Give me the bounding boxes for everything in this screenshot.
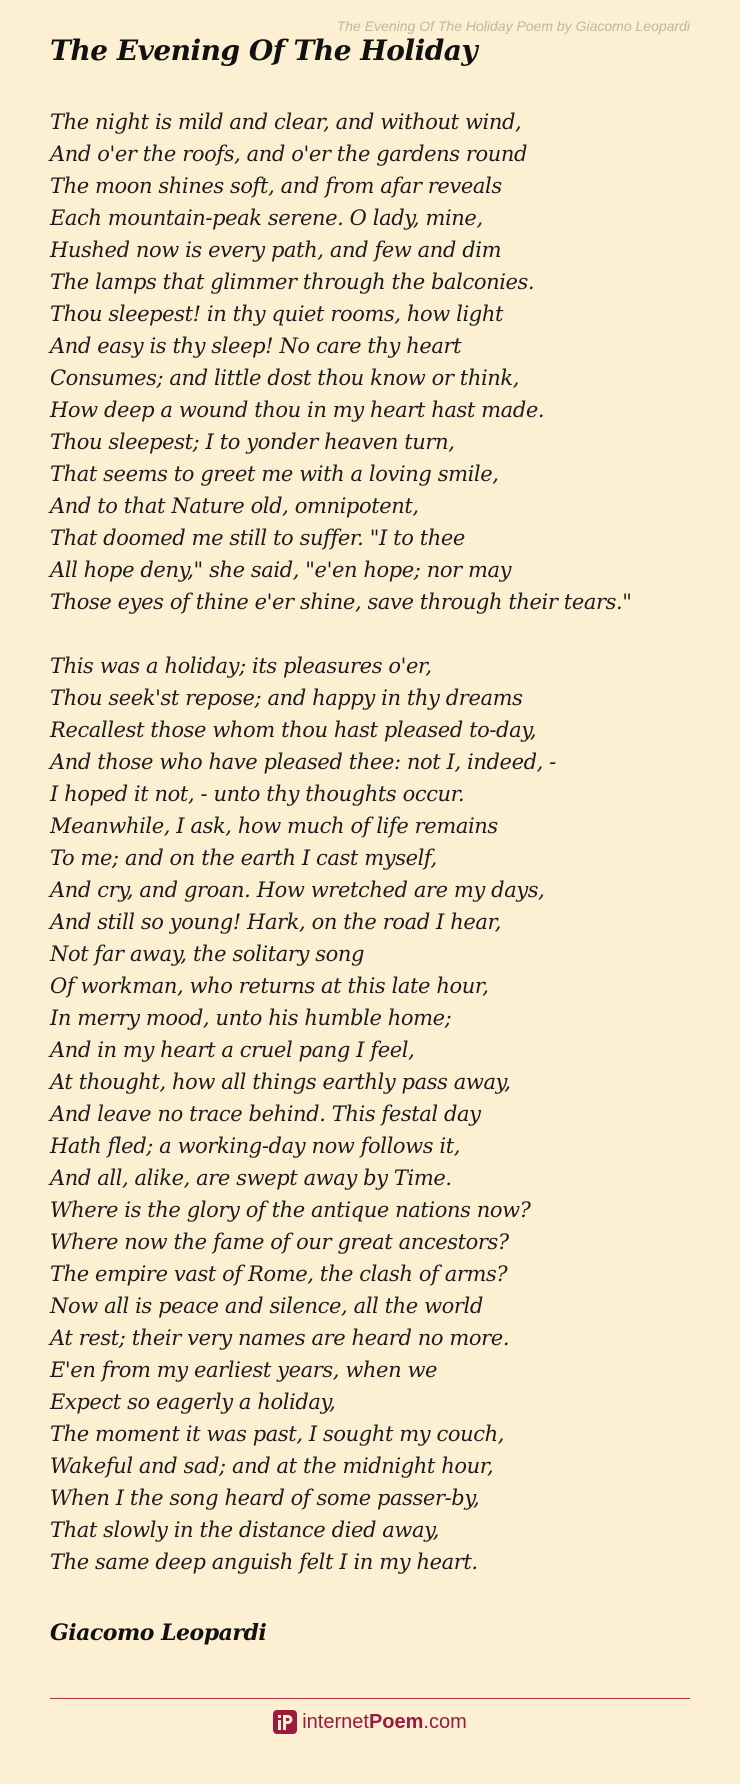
brand-suffix: .com	[423, 1710, 467, 1733]
poem-line: Where now the fame of our great ancestors?	[50, 1230, 509, 1254]
poem-line: The same deep anguish felt I in my heart.	[50, 1550, 478, 1574]
poem-line: To me; and on the earth I cast myself,	[50, 846, 437, 870]
poem-line: That doomed me still to suffer. "I to thee	[50, 526, 465, 550]
poem-line: Recallest those whom thou hast pleased to-day,	[50, 718, 537, 742]
brand-prefix: internet	[302, 1710, 369, 1733]
poem-line: And cry, and groan. How wretched are my days,	[50, 878, 545, 902]
poem-line: That slowly in the distance died away,	[50, 1518, 440, 1542]
poem-line: Consumes; and little dost thou know or think,	[50, 366, 519, 390]
footer-divider	[50, 1698, 690, 1699]
poem-line: The lamps that glimmer through the balconies.	[50, 270, 535, 294]
poem-line: And all, alike, are swept away by Time.	[50, 1166, 452, 1190]
site-brand-link[interactable]	[0, 1710, 740, 1734]
poem-line: All hope deny," she said, "e'en hope; nor may	[50, 558, 512, 582]
poem-stanza-1	[50, 106, 632, 618]
poem-line: The moon shines soft, and from afar reveals	[50, 174, 502, 198]
poem-line: At thought, how all things earthly pass away,	[50, 1070, 511, 1094]
poem-line: Those eyes of thine e'er shine, save through their tears."	[50, 590, 632, 614]
poem-line: Meanwhile, I ask, how much of life remains	[50, 814, 498, 838]
poem-line: The night is mild and clear, and without wind,	[50, 110, 522, 134]
poem-line: Of workman, who returns at this late hour,	[50, 974, 489, 998]
header-caption: The Evening Of The Holiday Poem by Giacomo Leopardi	[336, 18, 690, 34]
poem-line: Now all is peace and silence, all the world	[50, 1294, 483, 1318]
poem-line: Hushed now is every path, and few and dim	[50, 238, 502, 262]
internetpoem-logo-icon	[273, 1710, 297, 1734]
poem-line: E'en from my earliest years, when we	[50, 1358, 438, 1382]
poem-line: And o'er the roofs, and o'er the gardens round	[50, 142, 528, 166]
poem-line: And easy is thy sleep! No care thy heart	[50, 334, 462, 358]
poem-stanza-2	[50, 650, 556, 1578]
poem-line: And those who have pleased thee: not I, indeed, -	[50, 750, 556, 774]
poem-line: Each mountain-peak serene. O lady, mine,	[50, 206, 483, 230]
poem-line: The empire vast of Rome, the clash of arms?	[50, 1262, 508, 1286]
poem-line: And leave no trace behind. This festal day	[50, 1102, 481, 1126]
brand-wordmark	[302, 1711, 467, 1734]
poem-line: This was a holiday; its pleasures o'er,	[50, 654, 432, 678]
poem-line: Where is the glory of the antique nations now?	[50, 1198, 531, 1222]
poem-line: Expect so eagerly a holiday,	[50, 1390, 336, 1414]
poem-line: And still so young! Hark, on the road I hear,	[50, 910, 502, 934]
poem-line: Hath fled; a working-day now follows it,	[50, 1134, 461, 1158]
poem-title: The Evening Of The Holiday	[50, 34, 478, 67]
poem-line: Not far away, the solitary song	[50, 942, 365, 966]
poem-line: I hoped it not, - unto thy thoughts occur.	[50, 782, 465, 806]
poem-line: How deep a wound thou in my heart hast made.	[50, 398, 545, 422]
poem-line: At rest; their very names are heard no more.	[50, 1326, 510, 1350]
poem-line: The moment it was past, I sought my couch,	[50, 1422, 505, 1446]
poem-line: Thou sleepest; I to yonder heaven turn,	[50, 430, 455, 454]
poem-line: And in my heart a cruel pang I feel,	[50, 1038, 415, 1062]
poem-line: In merry mood, unto his humble home;	[50, 1006, 452, 1030]
poem-line: When I the song heard of some passer-by,	[50, 1486, 480, 1510]
poem-line: Wakeful and sad; and at the midnight hour,	[50, 1454, 494, 1478]
poem-line: Thou seek'st repose; and happy in thy dreams	[50, 686, 523, 710]
brand-bold: Poem	[368, 1710, 424, 1733]
poem-author: Giacomo Leopardi	[50, 1620, 267, 1646]
poem-line: Thou sleepest! in thy quiet rooms, how light	[50, 302, 503, 326]
poem-line: And to that Nature old, omnipotent,	[50, 494, 419, 518]
poem-line: That seems to greet me with a loving smile,	[50, 462, 499, 486]
